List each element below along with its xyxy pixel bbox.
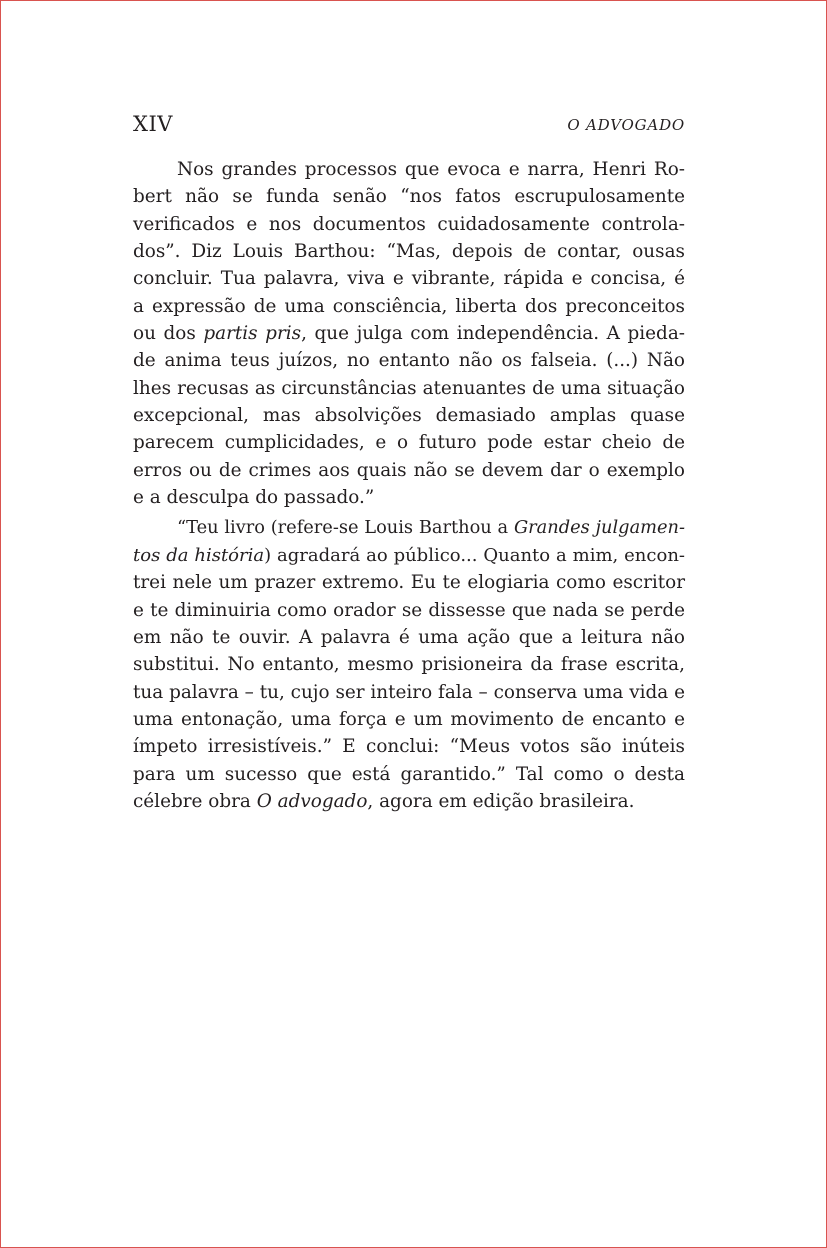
book-title: O advogado	[256, 790, 368, 812]
text-line: substitui. No entanto, mesmo prisioneira da frase escrita,	[133, 654, 685, 676]
text-line: “Teu livro (refere-se Louis Barthou a Grandes julgamen-	[177, 517, 686, 539]
text-line: Nos grandes processos que evoca e narra, Henri Ro-	[177, 159, 685, 180]
italic-term: partis pris	[203, 323, 302, 345]
text-line: concluir. Tua palavra, viva e vibrante, rápida e concisa, é	[133, 268, 685, 290]
book-title: tos da história	[133, 544, 265, 566]
paragraph	[133, 156, 685, 511]
body-text	[133, 156, 685, 815]
text-line: excepcional, mas absolvições demasiado amplas quase	[133, 405, 685, 427]
text-line: para um sucesso que está garantido.” Tal como o desta	[133, 763, 685, 785]
text-line: uma entonação, uma força e um movimento de encanto e	[133, 708, 685, 730]
text-line: célebre obra O advogado, agora em edição brasileira.	[133, 790, 635, 812]
text-line: bert não se funda senão “nos fatos escrupulosamente	[133, 186, 685, 208]
text-line: e te diminuiria como orador se dissesse que nada se perde	[133, 599, 685, 621]
text-line: trei nele um prazer extremo. Eu te elogiaria como escritor	[133, 572, 685, 594]
text-line: ou dos partis pris, que julga com independência. A pieda-	[133, 323, 686, 345]
book-title: Grandes julgamen-	[513, 517, 686, 539]
text-line: em não te ouvir. A palavra é uma ação que a leitura não	[133, 626, 685, 648]
text-line: tos da história) agradará ao público... Quanto a mim, encon-	[133, 544, 685, 566]
text-line: parecem cumplicidades, e o futuro pode estar cheio de	[133, 432, 685, 454]
text-line: a expressão de uma consciência, liberta dos preconceitos	[133, 295, 685, 317]
text-line: e a desculpa do passado.”	[133, 487, 375, 509]
text-line: verificados e nos documentos cuidadosamente controla-	[133, 213, 685, 235]
text-line: tua palavra – tu, cujo ser inteiro fala – conserva uma vida e	[133, 681, 685, 703]
text-line: lhes recusas as circunstâncias atenuantes de uma situação	[133, 377, 685, 399]
text-line: dos”. Diz Louis Barthou: “Mas, depois de contar, ousas	[133, 241, 685, 263]
page-number: XIV	[133, 112, 173, 136]
running-title: O ADVOGADO	[567, 116, 685, 134]
text-line: de anima teus juízos, no entanto não os falseia. (...) Não	[133, 350, 685, 372]
paragraph	[133, 514, 685, 815]
running-head	[133, 110, 685, 140]
text-line: ímpeto irresistíveis.” E conclui: “Meus votos são inúteis	[133, 736, 685, 758]
text-line: erros ou de crimes aos quais não se devem dar o exemplo	[133, 459, 685, 481]
